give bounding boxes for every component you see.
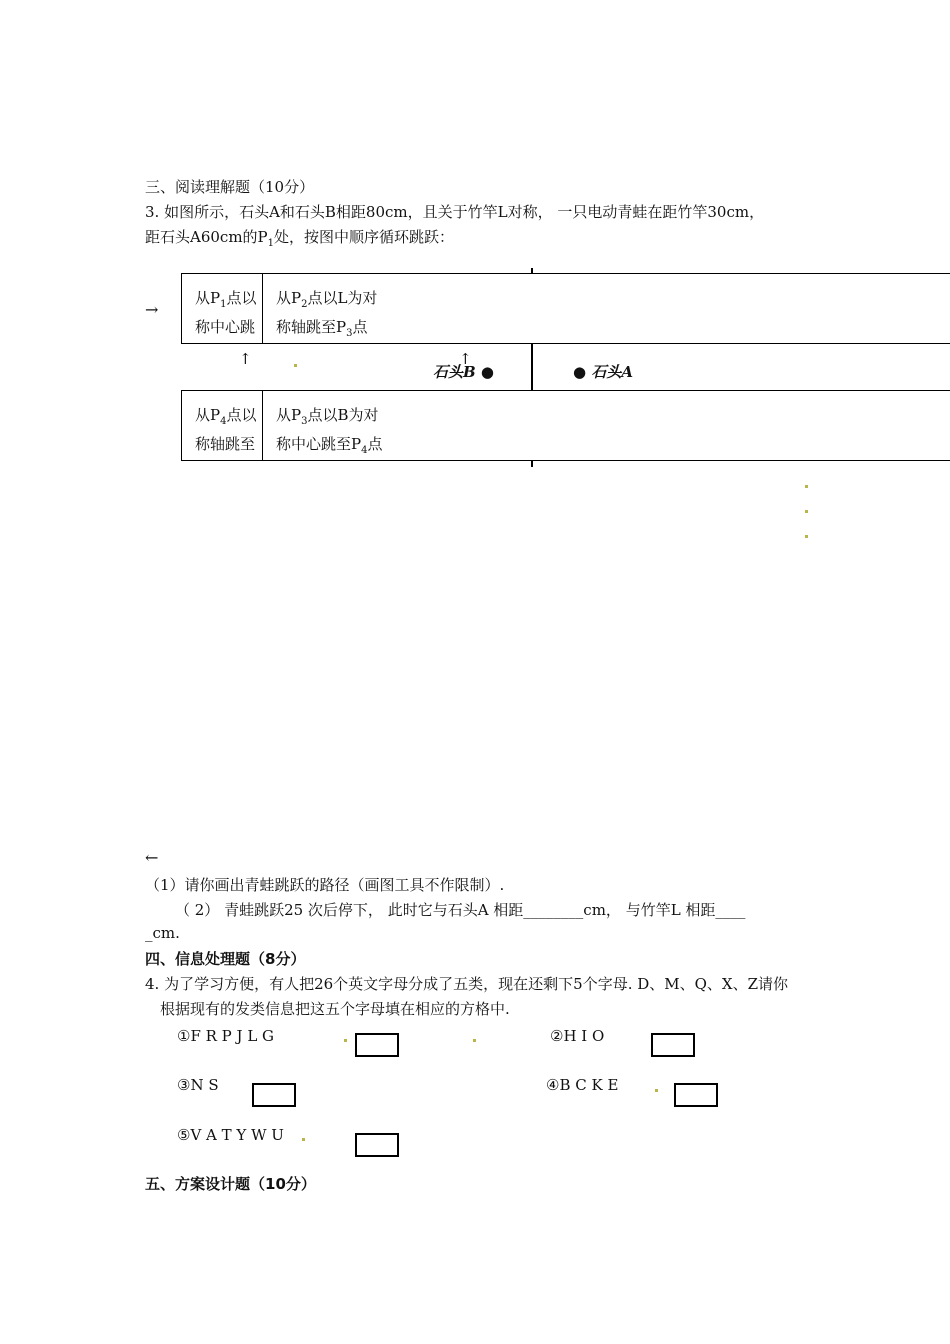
instruction-box-bottom — [181, 390, 950, 461]
instruction-p2-a: 从$P_2$点以L为对 — [276, 289, 378, 310]
instruction-p2-b: 称轴跳至$P_3$点 — [276, 318, 368, 339]
section-3-heading: 三、阅读理解题（10分） — [145, 178, 315, 196]
question-4-line-2: 根据现有的发类信息把这五个字母填在相应的方格中. — [160, 1000, 510, 1018]
decorative-dot — [655, 1089, 658, 1092]
box-divider — [262, 391, 263, 460]
decorative-dot — [294, 364, 297, 367]
stone-b-label: 石头B ● — [433, 363, 494, 381]
instruction-p3-a: 从$P_3$点以B为对 — [276, 406, 379, 427]
section-5-heading: 五、方案设计题（10分） — [145, 1175, 316, 1193]
instruction-p4-b: 称轴跳至 — [195, 435, 256, 453]
decorative-dot — [473, 1039, 476, 1042]
answer-box-5[interactable] — [355, 1133, 399, 1157]
question-3-part-1: （1）请你画出青蛙跳跃的路径（画图工具不作限制）. — [145, 876, 505, 894]
decorative-dot — [805, 535, 808, 538]
letter-group-2: ②H I O — [550, 1027, 605, 1045]
question-3-part-2-line-1: （ 2） 青蛙跳跃25 次后停下， 此时它与石头A 相距________cm， 与竹竿L 相距____ — [175, 901, 746, 919]
decorative-dot — [805, 485, 808, 488]
letter-group-4: ④B C K E — [546, 1076, 619, 1094]
instruction-p3-b: 称中心跳至$P_4$点 — [276, 435, 383, 456]
question-3-line-2: 距石头A60cm的$P_1$处，按图中顺序循环跳跃： — [145, 228, 455, 249]
answer-box-2[interactable] — [651, 1033, 695, 1057]
arrow-up-icon: ↑ — [459, 350, 472, 368]
question-4-line-1: 4. 为了学习方便，有人把26个英文字母分成了五类，现在还剩下5个字母. D、M、Q、X、Z请你 — [145, 975, 789, 993]
instruction-p1-b: 称中心跳 — [195, 318, 256, 336]
answer-box-3[interactable] — [252, 1083, 296, 1107]
arrow-left-icon: ← — [145, 848, 159, 867]
letter-group-1: ①F R P J L G — [177, 1027, 275, 1045]
answer-box-4[interactable] — [674, 1083, 718, 1107]
question-3-part-2-line-2: _cm. — [145, 924, 180, 942]
question-3-line-1: 3. 如图所示，石头A和石头B相距80cm，且关于竹竿L对称， 一只电动青蛙在距竹竿30cm， — [145, 203, 765, 221]
decorative-dot — [302, 1138, 305, 1141]
instruction-p1-a: 从$P_1$点以 — [195, 289, 257, 310]
arrow-up-icon: ↑ — [239, 350, 252, 368]
box-divider — [262, 274, 263, 343]
instruction-box-top — [181, 273, 950, 344]
letter-group-3: ③N S — [177, 1076, 219, 1094]
section-4-heading: 四、信息处理题（8分） — [145, 950, 306, 968]
instruction-p4-a: 从$P_4$点以 — [195, 406, 257, 427]
decorative-dot — [805, 510, 808, 513]
decorative-dot — [344, 1039, 347, 1042]
letter-group-5: ⑤V A T Y W U — [177, 1126, 284, 1144]
arrow-right-icon: → — [145, 300, 159, 319]
answer-box-1[interactable] — [355, 1033, 399, 1057]
stone-a-label: ● 石头A — [573, 363, 633, 381]
